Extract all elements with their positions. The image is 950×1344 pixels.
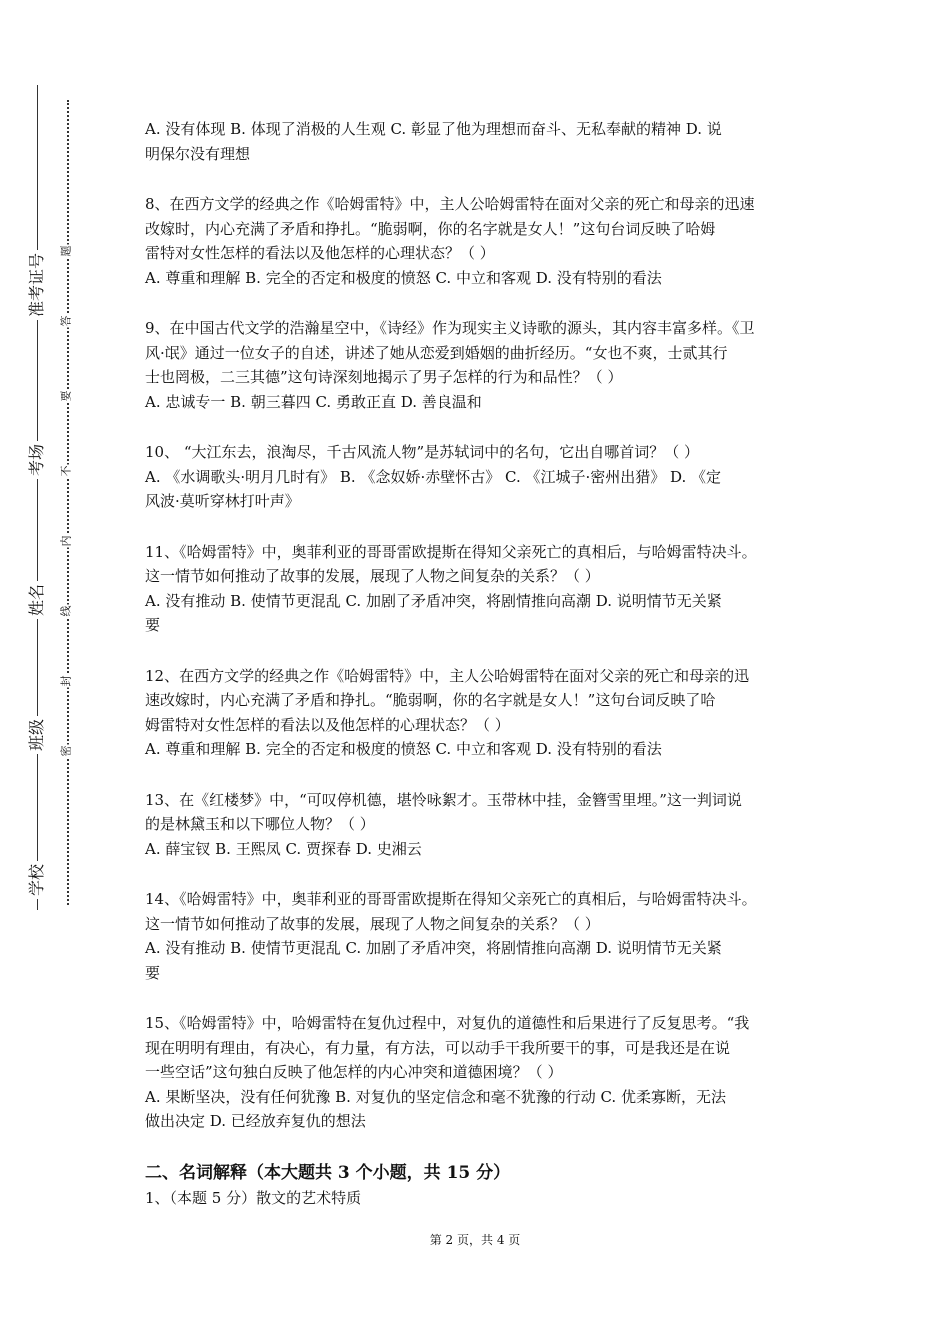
question-block (145, 887, 810, 985)
seal-char: 不 (59, 465, 73, 477)
question-block (145, 192, 810, 290)
question-line: 这一情节如何推动了故事的发展，展现了人物之间复杂的关系？（ ） (145, 914, 600, 933)
seal-char: 题 (59, 245, 73, 257)
question-line: 13、在《红楼梦》中，“可叹停机德，堪怜咏絮才。玉带林中挂，金簪雪里埋。”这一判词说 (145, 790, 742, 809)
question-line: 8、在西方文学的经典之作《哈姆雷特》中，主人公哈姆雷特在面对父亲的死亡和母亲的迅速 (145, 195, 755, 213)
question-block (145, 440, 810, 514)
question-line: 做出决定 D. 已经放弃复仇的想法 (145, 1112, 366, 1130)
section-heading: 二、名词解释（本大题共 3 个小题，共 15 分） (145, 1162, 511, 1183)
question-line: A. 薛宝钗 B. 王熙凤 C. 贾探春 D. 史湘云 (145, 839, 422, 858)
seal-char: 封 (59, 675, 73, 687)
question-line: 现在明明有理由，有决心，有力量，有方法，可以动手干我所要干的事，可是我还是在说 (145, 1038, 731, 1057)
question-line: 的是林黛玉和以下哪位人物？（ ） (145, 815, 375, 833)
question-line: 11、《哈姆雷特》中，奥菲利亚的哥哥雷欧提斯在得知父亲死亡的真相后，与哈姆雷特决斗。 (145, 542, 757, 561)
question-block (145, 316, 810, 414)
question-line: 15、《哈姆雷特》中，哈姆雷特在复仇过程中，对复仇的道德性和后果进行了反复思考。“我 (145, 1014, 750, 1032)
seal-char: 答 (59, 315, 73, 327)
question-block (145, 788, 810, 862)
question-line: 14、《哈姆雷特》中，奥菲利亚的哥哥雷欧提斯在得知父亲死亡的真相后，与哈姆雷特决斗。 (145, 890, 757, 908)
question-line: A. 没有体现 B. 体现了消极的人生观 C. 彰显了他为理想而奋斗、无私奉献的精神 D. 说 (145, 120, 722, 138)
question-line: 要 (145, 616, 161, 634)
seal-dotted-line (67, 100, 69, 905)
questions-content (145, 117, 810, 1210)
seal-char: 线 (59, 605, 73, 617)
question-line: 雷特对女性怎样的看法以及他怎样的心理状态？（ ） (145, 244, 495, 262)
question-block (145, 540, 810, 638)
page-footer: 第 2 页，共 4 页 (429, 1233, 521, 1247)
margin-field-label: 准考证号 (26, 250, 48, 320)
question-line: 士也罔极，二三其德”这句诗深刻地揭示了男子怎样的行为和品性？（ ） (145, 368, 623, 386)
margin-field-label: 姓名 (26, 581, 48, 619)
question-line: 9、在中国古代文学的浩瀚星空中，《诗经》作为现实主义诗歌的源头，其内容丰富多样。《卫 (145, 319, 755, 337)
question-line: 改嫁时，内心充满了矛盾和挣扎。“脆弱啊，你的名字就是女人！”这句台词反映了哈姆 (145, 219, 716, 238)
question-line: 风波·莫听穿林打叶声》 (145, 492, 300, 510)
question-line: 这一情节如何推动了故事的发展，展现了人物之间复杂的关系？（ ） (145, 567, 600, 585)
question-line: A. 尊重和理解 B. 完全的否定和极度的愤怒 C. 中立和客观 D. 没有特别的看法 (145, 740, 662, 758)
question-block (145, 664, 810, 762)
question-line: A. 没有推动 B. 使情节更混乱 C. 加剧了矛盾冲突，将剧情推向高潮 D. 说明情节无关紧 (145, 591, 722, 610)
question-line: 12、在西方文学的经典之作《哈姆雷特》中，主人公哈姆雷特在面对父亲的死亡和母亲的迅 (145, 666, 750, 685)
question-line: 速改嫁时，内心充满了矛盾和挣扎。“脆弱啊，你的名字就是女人！”这句台词反映了哈 (145, 691, 716, 709)
question-line: 风·氓》通过一位女子的自述，讲述了她从恋爱到婚姻的曲折经历。“女也不爽，士贰其行 (145, 343, 728, 362)
question-block (145, 1011, 810, 1134)
question-line: A. 《水调歌头·明月几时有》 B. 《念奴娇·赤壁怀古》 C. 《江城子·密州出猎》 D. 《定 (145, 467, 722, 486)
question-line: 一些空话”这句独白反映了他怎样的内心冲突和道德困境？（ ） (145, 1063, 563, 1081)
margin-field-label: 班级 (26, 716, 48, 754)
question-line: 10、 “大江东去，浪淘尽，千古风流人物”是苏轼词中的名句，它出自哪首词？（ ） (145, 443, 699, 461)
question-block (145, 117, 810, 166)
section-item: 1、（本题 5 分）散文的艺术特质 (145, 1188, 362, 1207)
question-line: 明保尔没有理想 (145, 144, 251, 163)
question-line: 姆雷特对女性怎样的看法以及他怎样的心理状态？（ ） (145, 715, 510, 734)
seal-char: 内 (59, 535, 73, 547)
question-line: A. 没有推动 B. 使情节更混乱 C. 加剧了矛盾冲突，将剧情推向高潮 D. 说明情节无关紧 (145, 939, 722, 957)
binding-line (37, 85, 38, 910)
seal-char: 要 (59, 390, 73, 402)
margin-field-label: 考场 (26, 441, 48, 479)
question-line: 要 (145, 963, 161, 982)
question-line: A. 果断坚决，没有任何犹豫 B. 对复仇的坚定信念和毫不犹豫的行动 C. 优柔寡断，无法 (145, 1087, 726, 1106)
question-line: A. 忠诚专一 B. 朝三暮四 C. 勇敢正直 D. 善良温和 (145, 392, 482, 411)
seal-char: 密 (59, 745, 73, 757)
question-line: A. 尊重和理解 B. 完全的否定和极度的愤怒 C. 中立和客观 D. 没有特别的看法 (145, 268, 662, 287)
margin-field-label: 学校 (26, 861, 48, 899)
